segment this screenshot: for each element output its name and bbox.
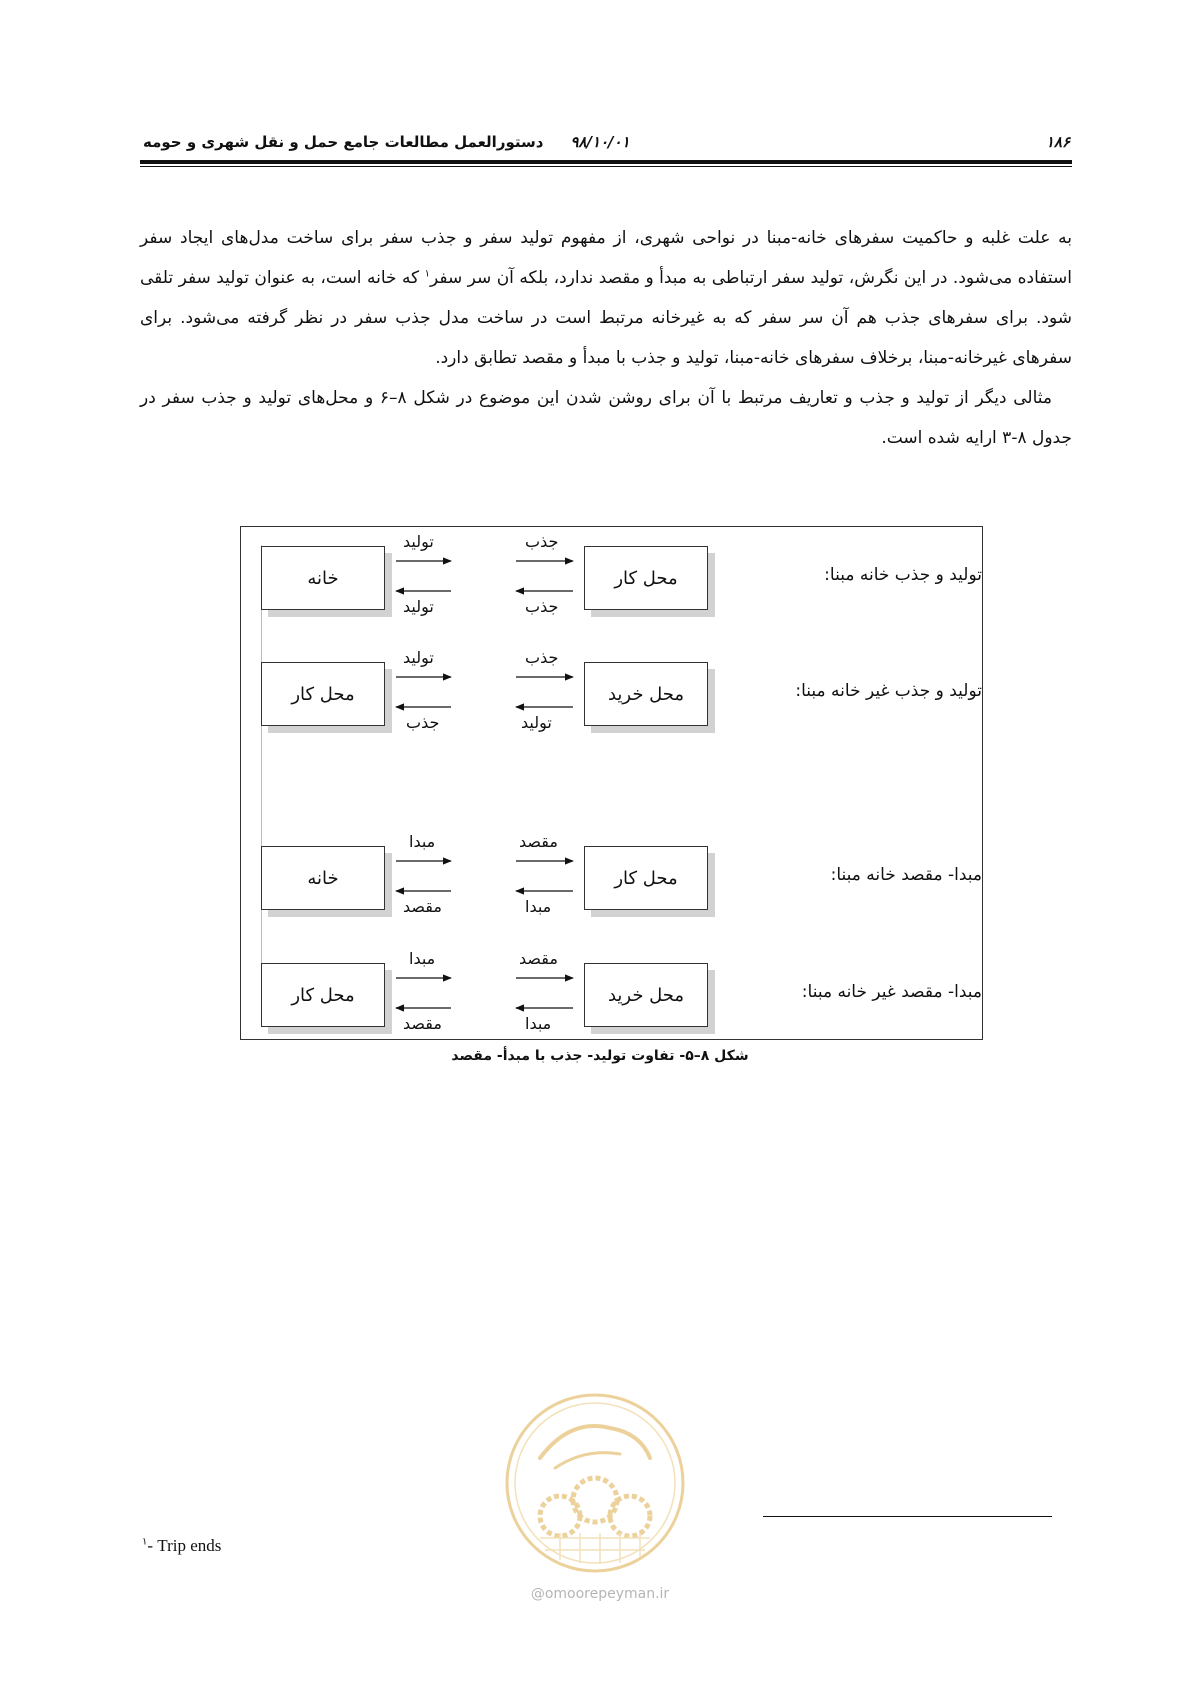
row4-left-bottom-label: مقصد: [403, 1014, 442, 1033]
row3-left-top-label: مبدا: [409, 832, 436, 851]
paragraph-1-text-a: به علت غلبه و حاکمیت سفرهای خانه-مبنا در نواحی شهری، از مفهوم تولید سفر و جذب سفر برای ساخت مدل‌های ایجاد سفر استفاده می‌شود. در این نگرش، تولید سفر ارتباطی به مبدأ و مقصد ندارد، بلکه آن سر سفر: [140, 228, 1072, 288]
row1-label: تولید و جذب خانه مبنا:: [824, 565, 982, 585]
box-row3-left: خانه: [261, 846, 385, 910]
paragraph-1: [140, 218, 1072, 378]
row2-label: تولید و جذب غیر خانه مبنا:: [795, 681, 982, 701]
box-row2-left: محل کار: [261, 662, 385, 726]
box-row1-right: محل کار: [584, 546, 708, 610]
box-row4-right: محل خرید: [584, 963, 708, 1027]
figure-frame: [240, 526, 983, 1040]
footnote-reference: ۱: [424, 268, 430, 280]
row1-right-top-label: جذب: [525, 532, 559, 551]
row1-right-bottom-label: جذب: [525, 597, 559, 616]
row2-left-bottom-label: جذب: [406, 713, 440, 732]
row1-left-bottom-label: تولید: [403, 597, 434, 616]
row3-label: مبدا- مقصد خانه مبنا:: [830, 865, 982, 885]
row2-right-top-label: جذب: [525, 648, 559, 667]
row3-left-bottom-label: مقصد: [403, 897, 442, 916]
watermark-logo: [500, 1388, 690, 1578]
page-number: ۱۸۶: [1045, 133, 1070, 151]
header-rule-thin: [140, 166, 1072, 167]
row2-right-bottom-label: تولید: [521, 713, 552, 732]
box-row1-left: خانه: [261, 546, 385, 610]
watermark-url: @omoorepeyman.ir: [530, 1586, 670, 1602]
figure-caption: شکل ۸–۵- تفاوت تولید- جذب با مبدأ- مقصد: [451, 1048, 749, 1064]
footnote-mark: ۱: [142, 1536, 148, 1548]
row3-right-top-label: مقصد: [519, 832, 558, 851]
box-row3-right: محل کار: [584, 846, 708, 910]
footnote: [142, 1536, 221, 1556]
row1-left-top-label: تولید: [403, 532, 434, 551]
paragraph-2: مثالی دیگر از تولید و جذب و تعاریف مرتبط با آن برای روشن شدن این موضوع در شکل ۸–۶ و محل‌های تولید و جذب سفر در جدول ۸-۳ ارایه شده است.: [140, 388, 1072, 448]
row3-right-bottom-label: مبدا: [525, 897, 552, 916]
row4-right-top-label: مقصد: [519, 949, 558, 968]
paragraph-1-text-b: که خانه است، به عنوان تولید سفر تلقی شود. برای سفرهای جذب هم آن سر سفر که به غیرخانه مرتبط است در ساخت مدل جذب سفر در نظر گرفته می‌شود. برای سفرهای غیرخانه-مبنا، برخلاف سفرهای خانه-مبنا، تولید و جذب با مبدأ و مقصد تطابق دارد.: [140, 268, 1072, 368]
row4-left-top-label: مبدا: [409, 949, 436, 968]
footnote-rule: [763, 1516, 1052, 1517]
box-row2-right: محل خرید: [584, 662, 708, 726]
header-title: دستورالعمل مطالعات جامع حمل و نقل شهری و حومه: [143, 133, 544, 151]
header-rule: [140, 160, 1072, 164]
row4-label: مبدا- مقصد غیر خانه مبنا:: [801, 982, 982, 1002]
row2-left-top-label: تولید: [403, 648, 434, 667]
footnote-text: - Trip ends: [147, 1536, 222, 1555]
row4-right-bottom-label: مبدا: [525, 1014, 552, 1033]
header-date: ۹۸/۱۰/۰۱: [570, 133, 630, 151]
body-text: [140, 218, 1072, 458]
box-row4-left: محل کار: [261, 963, 385, 1027]
